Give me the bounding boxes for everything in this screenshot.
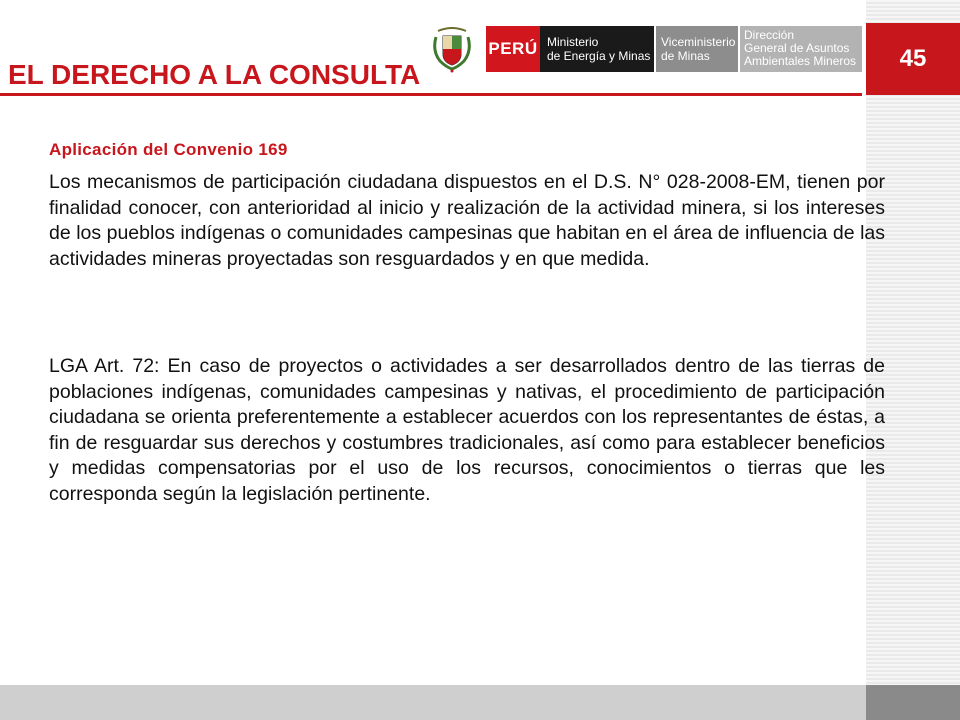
coat-of-arms-icon (432, 27, 472, 73)
title-divider (0, 93, 862, 96)
right-side-panel (866, 0, 960, 685)
ministry-logo (540, 26, 654, 72)
ministry-logo-line1: Ministerio (547, 35, 599, 49)
viceministry-logo-line1: Viceministerio (661, 35, 736, 49)
paragraph-lga-article-72: LGA Art. 72: En caso de proyectos o actividades a ser desarrollados dentro de las tierras de poblaciones indígenas, comunidades campesinas y nativas, el procedimiento de participación ciudadana se orienta preferentemente a establecer acuerdos con los representantes de éstas, a fin de resguardar sus derechos y costumbres tradicionales, así como para establecer beneficios y medidas compensatorias por el uso de los recursos, conocimientos o tierras que les corresponda según la legislación pertinente. (49, 355, 885, 505)
paragraph-participation-mechanisms: Los mecanismos de participación ciudadana dispuestos en el D.S. N° 028-2008-EM, tienen por finalidad conocer, con anterioridad al inicio y realización de la actividad minera, si los intereses de los pueblos indígenas o comunidades campesinas que habitan en el área de influencia de las actividades mineras proyectadas son resguardados y en que medida. (49, 171, 885, 270)
direction-logo-line3: Ambientales Mineros (744, 54, 857, 68)
footer-bar-right (866, 685, 960, 720)
peru-logo-text: PERÚ (488, 39, 538, 58)
direction-logo-line2: General de Asuntos (744, 41, 850, 55)
ministry-logo-line2: de Energía y Minas (547, 49, 651, 63)
page-number: 45 (866, 23, 960, 95)
slide-subtitle: Aplicación del Convenio 169 (49, 140, 288, 159)
slide-title: EL DERECHO A LA CONSULTA (8, 59, 421, 90)
peru-logo (486, 26, 540, 72)
viceministry-logo-line2: de Minas (661, 49, 710, 63)
direction-logo (740, 26, 862, 72)
footer-bar (0, 685, 866, 720)
direction-logo-line1: Dirección (744, 28, 795, 42)
viceministry-logo (656, 26, 738, 72)
